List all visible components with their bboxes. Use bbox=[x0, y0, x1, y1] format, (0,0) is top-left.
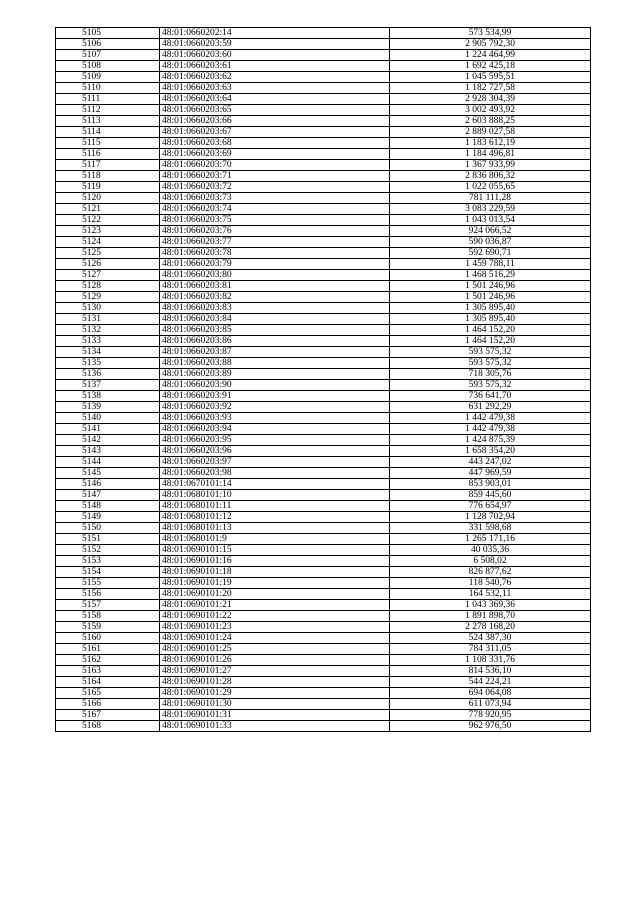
cadastral-number-cell: 48:01:0660203:77 bbox=[160, 237, 390, 248]
table-row bbox=[56, 457, 591, 468]
cadastral-value-cell: 826 877,62 bbox=[390, 567, 591, 578]
row-number-cell: 5147 bbox=[56, 490, 160, 501]
row-number-cell: 5125 bbox=[56, 248, 160, 259]
table-row bbox=[56, 193, 591, 204]
row-number-cell: 5110 bbox=[56, 83, 160, 94]
cadastral-number-cell: 48:01:0660203:79 bbox=[160, 259, 390, 270]
cadastral-value-cell: 590 036,87 bbox=[390, 237, 591, 248]
cadastral-number-cell: 48:01:0660203:93 bbox=[160, 413, 390, 424]
cadastral-number-cell: 48:01:0660203:60 bbox=[160, 50, 390, 61]
cadastral-number-cell: 48:01:0660203:59 bbox=[160, 39, 390, 50]
cadastral-value-cell: 1 692 425,18 bbox=[390, 61, 591, 72]
table-row bbox=[56, 369, 591, 380]
cadastral-value-cell: 1 305 895,40 bbox=[390, 314, 591, 325]
table-row bbox=[56, 72, 591, 83]
table-row bbox=[56, 281, 591, 292]
row-number-cell: 5115 bbox=[56, 138, 160, 149]
row-number-cell: 5140 bbox=[56, 413, 160, 424]
row-number-cell: 5128 bbox=[56, 281, 160, 292]
cadastral-number-cell: 48:01:0680101:12 bbox=[160, 512, 390, 523]
row-number-cell: 5165 bbox=[56, 688, 160, 699]
cadastral-number-cell: 48:01:0660203:63 bbox=[160, 83, 390, 94]
table-row bbox=[56, 523, 591, 534]
row-number-cell: 5108 bbox=[56, 61, 160, 72]
table-row bbox=[56, 105, 591, 116]
row-number-cell: 5114 bbox=[56, 127, 160, 138]
cadastral-number-cell: 48:01:0660202:14 bbox=[160, 28, 390, 39]
cadastral-value-cell: 1 183 612,19 bbox=[390, 138, 591, 149]
cadastral-value-cell: 40 035,36 bbox=[390, 545, 591, 556]
cadastral-value-cell: 1 367 933,99 bbox=[390, 160, 591, 171]
cadastral-number-cell: 48:01:0660203:68 bbox=[160, 138, 390, 149]
cadastral-number-cell: 48:01:0690101:26 bbox=[160, 655, 390, 666]
table-row bbox=[56, 512, 591, 523]
table-row bbox=[56, 391, 591, 402]
cadastral-number-cell: 48:01:0690101:29 bbox=[160, 688, 390, 699]
table-row bbox=[56, 622, 591, 633]
cadastral-number-cell: 48:01:0690101:20 bbox=[160, 589, 390, 600]
row-number-cell: 5105 bbox=[56, 28, 160, 39]
cadastral-value-cell: 778 920,95 bbox=[390, 710, 591, 721]
cadastral-value-cell: 1 658 354,20 bbox=[390, 446, 591, 457]
table-row bbox=[56, 237, 591, 248]
table-row bbox=[56, 259, 591, 270]
table-row bbox=[56, 116, 591, 127]
cadastral-value-cell: 1 459 788,11 bbox=[390, 259, 591, 270]
row-number-cell: 5156 bbox=[56, 589, 160, 600]
table-row bbox=[56, 644, 591, 655]
row-number-cell: 5124 bbox=[56, 237, 160, 248]
cadastral-number-cell: 48:01:0660203:88 bbox=[160, 358, 390, 369]
cadastral-number-cell: 48:01:0660203:85 bbox=[160, 325, 390, 336]
cadastral-value-cell: 593 575,32 bbox=[390, 358, 591, 369]
cadastral-value-cell: 1 224 464,99 bbox=[390, 50, 591, 61]
row-number-cell: 5134 bbox=[56, 347, 160, 358]
row-number-cell: 5151 bbox=[56, 534, 160, 545]
cadastral-value-cell: 1 468 516,29 bbox=[390, 270, 591, 281]
cadastral-value-cell: 592 690,71 bbox=[390, 248, 591, 259]
row-number-cell: 5106 bbox=[56, 39, 160, 50]
cadastral-value-cell: 524 387,30 bbox=[390, 633, 591, 644]
table-row bbox=[56, 501, 591, 512]
table-row bbox=[56, 479, 591, 490]
row-number-cell: 5113 bbox=[56, 116, 160, 127]
table-row bbox=[56, 589, 591, 600]
row-number-cell: 5148 bbox=[56, 501, 160, 512]
cadastral-number-cell: 48:01:0690101:15 bbox=[160, 545, 390, 556]
cadastral-number-cell: 48:01:0690101:23 bbox=[160, 622, 390, 633]
table-row bbox=[56, 94, 591, 105]
table-row bbox=[56, 28, 591, 39]
cadastral-number-cell: 48:01:0690101:31 bbox=[160, 710, 390, 721]
table-row bbox=[56, 226, 591, 237]
table-row bbox=[56, 160, 591, 171]
table-row bbox=[56, 325, 591, 336]
cadastral-number-cell: 48:01:0660203:89 bbox=[160, 369, 390, 380]
table-row bbox=[56, 666, 591, 677]
cadastral-value-cell: 853 903,01 bbox=[390, 479, 591, 490]
cadastral-value-cell: 443 247,02 bbox=[390, 457, 591, 468]
row-number-cell: 5150 bbox=[56, 523, 160, 534]
row-number-cell: 5167 bbox=[56, 710, 160, 721]
table-row bbox=[56, 292, 591, 303]
table-row bbox=[56, 699, 591, 710]
cadastral-value-cell: 784 311,05 bbox=[390, 644, 591, 655]
table-row bbox=[56, 171, 591, 182]
table-row bbox=[56, 655, 591, 666]
cadastral-number-cell: 48:01:0660203:72 bbox=[160, 182, 390, 193]
table-row bbox=[56, 721, 591, 732]
cadastral-number-cell: 48:01:0690101:33 bbox=[160, 721, 390, 732]
cadastral-number-cell: 48:01:0670101:14 bbox=[160, 479, 390, 490]
cadastral-number-cell: 48:01:0660203:98 bbox=[160, 468, 390, 479]
table-row bbox=[56, 83, 591, 94]
row-number-cell: 5118 bbox=[56, 171, 160, 182]
cadastral-value-cell: 1 108 331,76 bbox=[390, 655, 591, 666]
row-number-cell: 5159 bbox=[56, 622, 160, 633]
row-number-cell: 5111 bbox=[56, 94, 160, 105]
cadastral-number-cell: 48:01:0660203:95 bbox=[160, 435, 390, 446]
row-number-cell: 5163 bbox=[56, 666, 160, 677]
row-number-cell: 5119 bbox=[56, 182, 160, 193]
table-row bbox=[56, 446, 591, 457]
cadastral-number-cell: 48:01:0660203:66 bbox=[160, 116, 390, 127]
table-row bbox=[56, 710, 591, 721]
cadastral-number-cell: 48:01:0690101:30 bbox=[160, 699, 390, 710]
row-number-cell: 5121 bbox=[56, 204, 160, 215]
table-row bbox=[56, 567, 591, 578]
cadastral-value-cell: 1 442 479,38 bbox=[390, 424, 591, 435]
row-number-cell: 5146 bbox=[56, 479, 160, 490]
cadastral-value-cell: 736 641,70 bbox=[390, 391, 591, 402]
row-number-cell: 5152 bbox=[56, 545, 160, 556]
row-number-cell: 5161 bbox=[56, 644, 160, 655]
row-number-cell: 5166 bbox=[56, 699, 160, 710]
cadastral-value-cell: 611 073,94 bbox=[390, 699, 591, 710]
table-row bbox=[56, 347, 591, 358]
row-number-cell: 5116 bbox=[56, 149, 160, 160]
table-row bbox=[56, 248, 591, 259]
cadastral-number-cell: 48:01:0660203:73 bbox=[160, 193, 390, 204]
row-number-cell: 5135 bbox=[56, 358, 160, 369]
table-row bbox=[56, 424, 591, 435]
cadastral-value-cell: 118 540,76 bbox=[390, 578, 591, 589]
cadastral-value-cell: 1 305 895,40 bbox=[390, 303, 591, 314]
cadastral-value-cell: 781 111,28 bbox=[390, 193, 591, 204]
row-number-cell: 5123 bbox=[56, 226, 160, 237]
cadastral-value-cell: 1 043 369,36 bbox=[390, 600, 591, 611]
row-number-cell: 5154 bbox=[56, 567, 160, 578]
cadastral-value-cell: 1 045 595,51 bbox=[390, 72, 591, 83]
cadastral-number-cell: 48:01:0690101:16 bbox=[160, 556, 390, 567]
row-number-cell: 5107 bbox=[56, 50, 160, 61]
table-row bbox=[56, 600, 591, 611]
cadastral-value-cell: 694 064,08 bbox=[390, 688, 591, 699]
row-number-cell: 5149 bbox=[56, 512, 160, 523]
table-row bbox=[56, 688, 591, 699]
cadastral-number-cell: 48:01:0660203:90 bbox=[160, 380, 390, 391]
cadastral-value-cell: 776 654,97 bbox=[390, 501, 591, 512]
cadastral-number-cell: 48:01:0690101:18 bbox=[160, 567, 390, 578]
row-number-cell: 5133 bbox=[56, 336, 160, 347]
row-number-cell: 5109 bbox=[56, 72, 160, 83]
cadastral-value-cell: 331 598,68 bbox=[390, 523, 591, 534]
table-row bbox=[56, 50, 591, 61]
cadastral-value-cell: 631 292,29 bbox=[390, 402, 591, 413]
table-row bbox=[56, 358, 591, 369]
cadastral-number-cell: 48:01:0660203:84 bbox=[160, 314, 390, 325]
cadastral-value-cell: 962 976,50 bbox=[390, 721, 591, 732]
row-number-cell: 5132 bbox=[56, 325, 160, 336]
cadastral-value-cell: 1 022 055,65 bbox=[390, 182, 591, 193]
cadastral-number-cell: 48:01:0660203:70 bbox=[160, 160, 390, 171]
table-row bbox=[56, 402, 591, 413]
cadastral-value-cell: 1 184 496,81 bbox=[390, 149, 591, 160]
table-row bbox=[56, 182, 591, 193]
cadastral-value-cell: 1 464 152,20 bbox=[390, 325, 591, 336]
cadastral-number-cell: 48:01:0660203:71 bbox=[160, 171, 390, 182]
cadastral-value-cell: 1 265 171,16 bbox=[390, 534, 591, 545]
cadastral-value-cell: 1 424 875,39 bbox=[390, 435, 591, 446]
cadastral-number-cell: 48:01:0660203:92 bbox=[160, 402, 390, 413]
cadastral-value-cell: 2 278 168,20 bbox=[390, 622, 591, 633]
row-number-cell: 5122 bbox=[56, 215, 160, 226]
cadastral-number-cell: 48:01:0660203:91 bbox=[160, 391, 390, 402]
table-row bbox=[56, 490, 591, 501]
row-number-cell: 5112 bbox=[56, 105, 160, 116]
cadastral-number-cell: 48:01:0690101:21 bbox=[160, 600, 390, 611]
row-number-cell: 5153 bbox=[56, 556, 160, 567]
cadastral-number-cell: 48:01:0660203:86 bbox=[160, 336, 390, 347]
row-number-cell: 5138 bbox=[56, 391, 160, 402]
row-number-cell: 5160 bbox=[56, 633, 160, 644]
row-number-cell: 5158 bbox=[56, 611, 160, 622]
row-number-cell: 5142 bbox=[56, 435, 160, 446]
table-row bbox=[56, 380, 591, 391]
cadastral-value-cell: 1 128 702,94 bbox=[390, 512, 591, 523]
cadastral-number-cell: 48:01:0680101:11 bbox=[160, 501, 390, 512]
cadastral-value-cell: 1 442 479,38 bbox=[390, 413, 591, 424]
row-number-cell: 5145 bbox=[56, 468, 160, 479]
row-number-cell: 5137 bbox=[56, 380, 160, 391]
row-number-cell: 5126 bbox=[56, 259, 160, 270]
table-row bbox=[56, 413, 591, 424]
row-number-cell: 5117 bbox=[56, 160, 160, 171]
cadastral-value-cell: 3 002 493,92 bbox=[390, 105, 591, 116]
cadastral-number-cell: 48:01:0660203:67 bbox=[160, 127, 390, 138]
cadastral-number-cell: 48:01:0690101:28 bbox=[160, 677, 390, 688]
cadastral-value-cell: 859 445,60 bbox=[390, 490, 591, 501]
table-row bbox=[56, 578, 591, 589]
cadastral-number-cell: 48:01:0660203:62 bbox=[160, 72, 390, 83]
cadastral-value-cell: 2 905 792,30 bbox=[390, 39, 591, 50]
row-number-cell: 5143 bbox=[56, 446, 160, 457]
row-number-cell: 5162 bbox=[56, 655, 160, 666]
cadastral-value-table bbox=[55, 27, 591, 732]
table-row bbox=[56, 633, 591, 644]
cadastral-number-cell: 48:01:0660203:97 bbox=[160, 457, 390, 468]
table-row bbox=[56, 556, 591, 567]
table-row bbox=[56, 127, 591, 138]
table-row bbox=[56, 303, 591, 314]
table-row bbox=[56, 435, 591, 446]
table-row bbox=[56, 611, 591, 622]
cadastral-number-cell: 48:01:0660203:87 bbox=[160, 347, 390, 358]
cadastral-number-cell: 48:01:0680101:10 bbox=[160, 490, 390, 501]
row-number-cell: 5120 bbox=[56, 193, 160, 204]
cadastral-number-cell: 48:01:0660203:82 bbox=[160, 292, 390, 303]
cadastral-number-cell: 48:01:0690101:27 bbox=[160, 666, 390, 677]
row-number-cell: 5130 bbox=[56, 303, 160, 314]
table-row bbox=[56, 534, 591, 545]
cadastral-number-cell: 48:01:0660203:80 bbox=[160, 270, 390, 281]
table-row bbox=[56, 336, 591, 347]
cadastral-value-cell: 573 534,99 bbox=[390, 28, 591, 39]
cadastral-number-cell: 48:01:0660203:76 bbox=[160, 226, 390, 237]
cadastral-number-cell: 48:01:0690101:25 bbox=[160, 644, 390, 655]
cadastral-value-cell: 2 889 027,58 bbox=[390, 127, 591, 138]
cadastral-value-cell: 2 836 806,32 bbox=[390, 171, 591, 182]
cadastral-value-cell: 2 603 888,25 bbox=[390, 116, 591, 127]
cadastral-value-cell: 1 464 152,20 bbox=[390, 336, 591, 347]
table-row bbox=[56, 149, 591, 160]
cadastral-number-cell: 48:01:0690101:24 bbox=[160, 633, 390, 644]
table-row bbox=[56, 677, 591, 688]
cadastral-number-cell: 48:01:0660203:78 bbox=[160, 248, 390, 259]
cadastral-value-cell: 1 501 246,96 bbox=[390, 292, 591, 303]
table-row bbox=[56, 468, 591, 479]
cadastral-number-cell: 48:01:0660203:69 bbox=[160, 149, 390, 160]
cadastral-number-cell: 48:01:0660203:75 bbox=[160, 215, 390, 226]
cadastral-number-cell: 48:01:0660203:61 bbox=[160, 61, 390, 72]
cadastral-value-cell: 164 532,11 bbox=[390, 589, 591, 600]
cadastral-value-cell: 1 501 246,96 bbox=[390, 281, 591, 292]
row-number-cell: 5127 bbox=[56, 270, 160, 281]
table-row bbox=[56, 215, 591, 226]
row-number-cell: 5141 bbox=[56, 424, 160, 435]
cadastral-number-cell: 48:01:0660203:83 bbox=[160, 303, 390, 314]
cadastral-number-cell: 48:01:0660203:94 bbox=[160, 424, 390, 435]
cadastral-value-cell: 447 969,59 bbox=[390, 468, 591, 479]
cadastral-value-cell: 1 182 727,58 bbox=[390, 83, 591, 94]
row-number-cell: 5155 bbox=[56, 578, 160, 589]
row-number-cell: 5157 bbox=[56, 600, 160, 611]
row-number-cell: 5144 bbox=[56, 457, 160, 468]
cadastral-value-cell: 814 536,10 bbox=[390, 666, 591, 677]
table-row bbox=[56, 39, 591, 50]
cadastral-number-cell: 48:01:0690101:22 bbox=[160, 611, 390, 622]
row-number-cell: 5139 bbox=[56, 402, 160, 413]
cadastral-number-cell: 48:01:0680101:9 bbox=[160, 534, 390, 545]
table-row bbox=[56, 545, 591, 556]
cadastral-number-cell: 48:01:0660203:65 bbox=[160, 105, 390, 116]
table-row bbox=[56, 270, 591, 281]
cadastral-value-cell: 593 575,32 bbox=[390, 347, 591, 358]
cadastral-number-cell: 48:01:0660203:64 bbox=[160, 94, 390, 105]
row-number-cell: 5129 bbox=[56, 292, 160, 303]
table-body bbox=[56, 28, 591, 732]
row-number-cell: 5168 bbox=[56, 721, 160, 732]
table-row bbox=[56, 61, 591, 72]
cadastral-value-cell: 6 508,02 bbox=[390, 556, 591, 567]
row-number-cell: 5164 bbox=[56, 677, 160, 688]
cadastral-number-cell: 48:01:0690101:19 bbox=[160, 578, 390, 589]
table-row bbox=[56, 138, 591, 149]
cadastral-number-cell: 48:01:0660203:74 bbox=[160, 204, 390, 215]
cadastral-value-cell: 3 083 229,59 bbox=[390, 204, 591, 215]
cadastral-value-cell: 924 066,52 bbox=[390, 226, 591, 237]
cadastral-value-cell: 2 928 304,39 bbox=[390, 94, 591, 105]
cadastral-value-cell: 1 043 013,54 bbox=[390, 215, 591, 226]
cadastral-value-cell: 1 891 898,70 bbox=[390, 611, 591, 622]
table-row bbox=[56, 204, 591, 215]
table-row bbox=[56, 314, 591, 325]
cadastral-value-cell: 718 305,76 bbox=[390, 369, 591, 380]
cadastral-number-cell: 48:01:0680101:13 bbox=[160, 523, 390, 534]
cadastral-number-cell: 48:01:0660203:96 bbox=[160, 446, 390, 457]
row-number-cell: 5136 bbox=[56, 369, 160, 380]
cadastral-number-cell: 48:01:0660203:81 bbox=[160, 281, 390, 292]
cadastral-value-cell: 544 224,21 bbox=[390, 677, 591, 688]
cadastral-value-cell: 593 575,32 bbox=[390, 380, 591, 391]
row-number-cell: 5131 bbox=[56, 314, 160, 325]
